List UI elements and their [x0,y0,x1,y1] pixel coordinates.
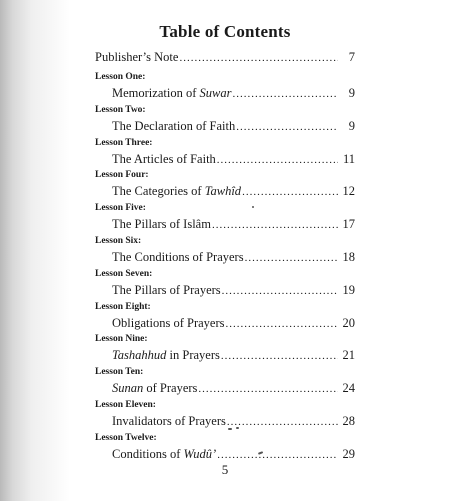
toc-entry-title [112,217,211,232]
title-text: The Pillars of Islâm [112,217,211,231]
scan-speck [252,206,254,208]
lesson-label: Lesson Six: [95,236,142,246]
dot-leader [222,286,338,297]
toc-entry-title: Publisher’s Note [95,50,179,64]
title-italic-term: Tawhîd [204,184,242,198]
lesson-label: Lesson Twelve: [95,433,157,443]
dot-leader [217,450,338,461]
dot-leader [242,187,338,198]
toc-entry-page: 24 [342,381,355,395]
scan-shadow [0,0,70,501]
dot-leader [212,220,338,231]
toc-entry-title [112,152,216,167]
toc-entry-lesson [112,283,355,298]
title-text: The Articles of Faith [112,152,216,166]
toc-entry-lesson [112,86,355,101]
toc-entry-lesson [112,184,355,199]
toc-entry-page: 9 [348,86,355,100]
title-italic-term: Tashahhud [112,348,167,362]
lesson-label: Lesson Four: [95,170,149,180]
lesson-label: Lesson Ten: [95,367,144,377]
toc-entry-page: 28 [342,414,355,428]
page-number: 5 [221,462,229,477]
toc-entry-page: 9 [348,119,355,133]
toc-entry-title [112,119,235,134]
title-text: The Declaration of Faith [112,119,236,133]
lesson-label: Lesson One: [95,72,146,82]
toc-entry-lesson [112,381,355,396]
toc-entry-title [112,316,224,331]
scan-speck [228,428,232,430]
toc-entry-page: 12 [342,184,355,198]
lesson-label: Lesson Eleven: [95,400,156,410]
dot-leader [217,155,338,166]
toc-entry-title [112,447,216,462]
toc-entry-lesson [112,414,355,429]
lesson-label: Lesson Three: [95,138,153,148]
lesson-label: Lesson Five: [95,203,146,213]
toc-entry-lesson [112,250,355,265]
toc-entry-page: 21 [342,348,355,362]
lesson-label: Lesson Eight: [95,302,151,312]
toc-entry-lesson [112,447,355,462]
title-text: The Categories of [112,184,205,198]
toc-entry-title [112,184,241,199]
toc-entry-page: 18 [342,250,355,264]
dot-leader [232,89,338,100]
dot-leader [198,384,338,395]
scan-speck [236,427,239,429]
toc-entry-page: 19 [342,283,355,297]
title-italic-term: Suwar [199,86,232,100]
title-text: Conditions of [112,447,184,461]
toc-entry-title [112,250,244,265]
toc-entry-lesson [112,217,355,232]
dot-leader [245,253,338,264]
dot-leader [179,53,338,64]
dot-leader [236,122,338,133]
title-text: The Conditions of Prayers [112,250,244,264]
title-italic-term: Wudû’ [183,447,217,461]
toc-entry-page: 7 [348,50,355,64]
toc-entry-lesson [112,152,355,167]
toc-entry-page: 20 [342,316,355,330]
toc-entry-lesson [112,348,355,363]
toc-entry-title [112,348,220,363]
page-title: Table of Contents [159,22,291,41]
title-text-suffix: in Prayers [166,348,220,362]
toc-entry-title [112,283,221,298]
toc-entry-title [112,414,226,429]
lesson-label: Lesson Nine: [95,334,148,344]
title-text: Memorization of [112,86,200,100]
title-text-suffix: of Prayers [143,381,198,395]
dot-leader [221,351,338,362]
title-text: Invalidators of Prayers [112,414,226,428]
toc-entry-page: 29 [342,447,355,461]
toc-entry-lesson [112,119,355,134]
toc-entry-lesson [112,316,355,331]
title-text: Obligations of Prayers [112,316,225,330]
toc-entry-title [112,381,197,396]
toc-entry-title [112,86,231,101]
dot-leader [225,319,338,330]
title-text: The Pillars of Prayers [112,283,221,297]
title-italic-term: Sunan [112,381,144,395]
lesson-label: Lesson Seven: [95,269,153,279]
lesson-label: Lesson Two: [95,105,146,115]
toc-entry-publishers-note [95,50,355,65]
toc-entry-page: 11 [342,152,355,166]
toc-entry-page: 17 [342,217,355,231]
dot-leader [227,417,338,428]
